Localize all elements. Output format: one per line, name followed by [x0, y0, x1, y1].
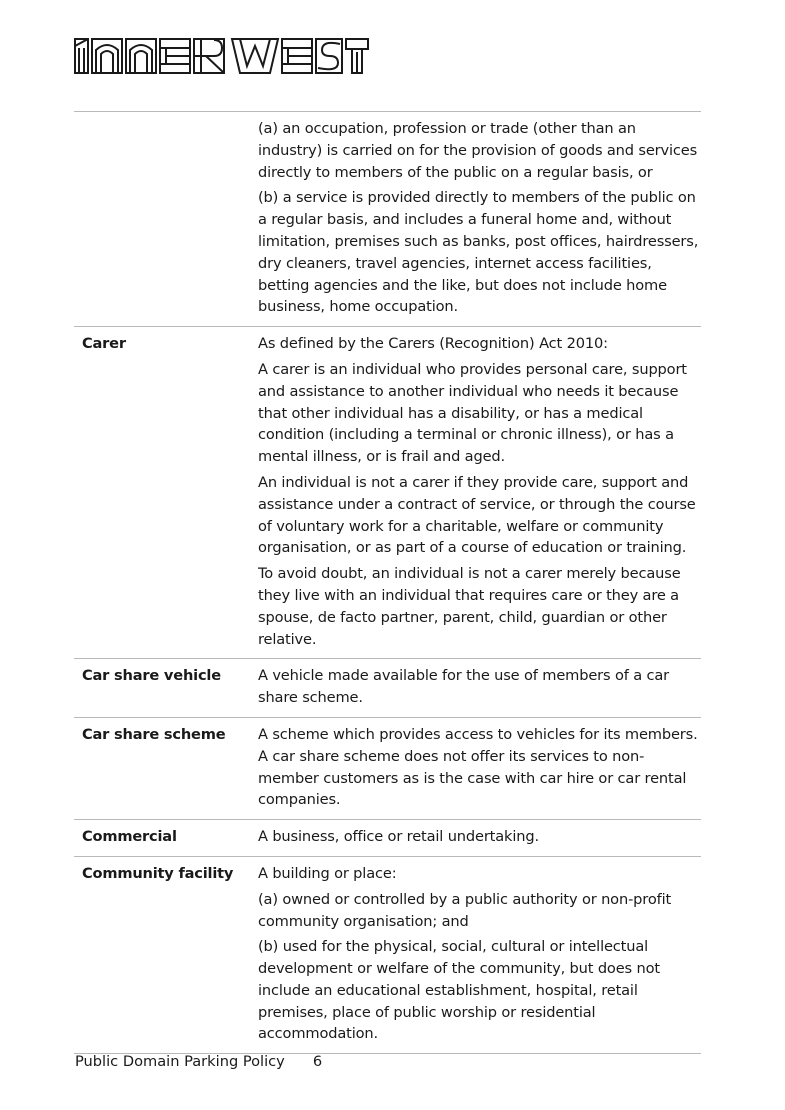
definition-paragraph: (a) owned or controlled by a public authority or non-profit community organisation; and — [258, 890, 672, 930]
definition-term: Carer — [74, 327, 250, 659]
definition-paragraph: (b) a service is provided directly to members of the public on a regular basis, and includes a funeral home and, without limitation, premises such as banks, post offices, hairdressers, dry cleaners, travel agencies, internet access facilities, betting agencies and the like, but does not include home business, home occupation. — [258, 189, 699, 316]
definition-paragraph: A scheme which provides access to vehicles for its members. A car share scheme does not offer its services to non-member customers as is the case with car hire or car rental companies. — [258, 725, 698, 809]
definition-paragraph: (a) an occupation, profession or trade (other than an industry) is carried on for the provision of goods and services directly to members of the public on a regular basis, or — [258, 120, 698, 181]
definition-row — [74, 327, 701, 659]
definition-term: Car share vehicle — [74, 659, 250, 718]
definition-paragraph: A business, office or retail undertaking. — [258, 828, 539, 846]
definition-paragraph: (b) used for the physical, social, cultural or intellectual development or welfare of the community, but does not include an educational establishment, hospital, retail premises, place of public worship or residential accommodation. — [258, 938, 660, 1043]
definitions-table-body — [74, 112, 701, 1054]
definition-row — [74, 820, 701, 857]
footer-doc-title: Public Domain Parking Policy — [75, 1053, 285, 1070]
definition-term: Community facility — [74, 856, 250, 1053]
definition-text — [250, 820, 701, 857]
definition-paragraph: A building or place: — [258, 864, 397, 882]
definition-text — [250, 717, 701, 819]
definition-row — [74, 856, 701, 1053]
definition-text — [250, 659, 701, 718]
definition-text — [250, 112, 701, 327]
definition-term: Car share scheme — [74, 717, 250, 819]
definition-paragraph: An individual is not a carer if they provide care, support and assistance under a contract of service, or through the course of voluntary work for a charitable, welfare or community organisation, or as part of a course of education or training. — [258, 473, 696, 557]
definitions-table — [74, 111, 701, 1054]
definition-text — [250, 327, 701, 659]
definition-row — [74, 717, 701, 819]
definition-paragraph: To avoid doubt, an individual is not a carer merely because they live with an individual that requires care or they are a spouse, de facto partner, parent, child, guardian or other relative. — [258, 565, 681, 648]
definition-term: Commercial — [74, 820, 250, 857]
page-footer — [75, 1052, 322, 1072]
footer-page-number: 6 — [312, 1053, 323, 1070]
definition-term — [74, 112, 250, 327]
definition-text — [250, 856, 701, 1053]
logo-wordmark-text — [74, 36, 370, 76]
inner-west-logo — [74, 36, 370, 76]
definition-row — [74, 112, 701, 327]
definition-row — [74, 659, 701, 718]
definition-paragraph: A carer is an individual who provides personal care, support and assistance to another individual who needs it because that other individual has a disability, or has a medical condition (including a terminal or chronic illness), or has a mental illness, or is frail and aged. — [258, 360, 687, 466]
definition-paragraph: As defined by the Carers (Recognition) Act 2010: — [258, 335, 608, 353]
definition-paragraph: A vehicle made available for the use of members of a car share scheme. — [258, 667, 670, 707]
